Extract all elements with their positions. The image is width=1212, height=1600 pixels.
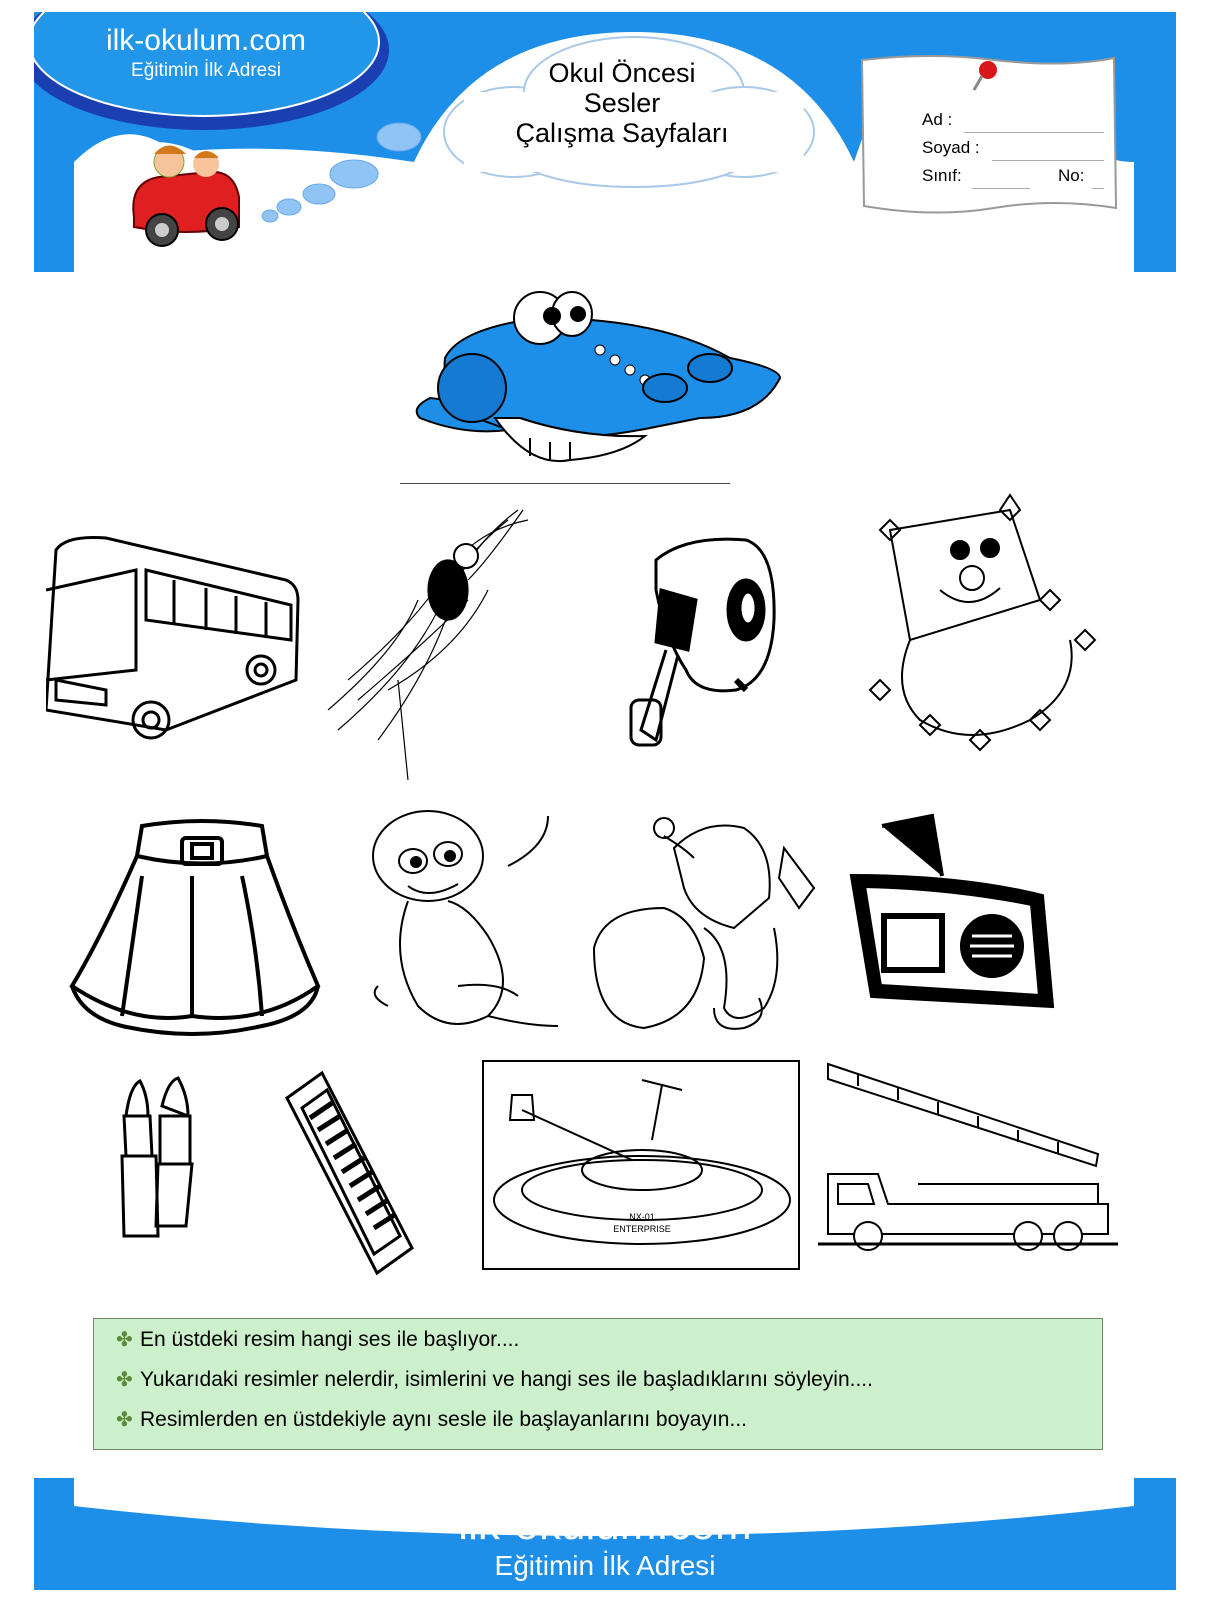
class-label: Sınıf: [922,166,962,185]
clover-bullet-icon: ✤ [116,1369,133,1391]
instruction-item [116,1367,873,1392]
name-label: Ad : [922,110,953,129]
skirt-picture [62,816,328,1042]
site-tagline: Eğitimin İlk Adresi [131,60,281,81]
worksheet-footer [34,1478,1176,1590]
number-field[interactable] [1092,188,1104,189]
title-line-2: Sesler [583,88,661,118]
footer-tagline: Eğitimin İlk Adresi [494,1550,716,1581]
monkey-picture [358,806,562,1050]
name-field[interactable] [964,132,1104,133]
clover-bullet-icon: ✤ [116,1409,133,1431]
title-line-3: Çalışma Sayfaları [515,118,729,148]
kite-picture [850,490,1100,780]
radio-picture [842,806,1062,1012]
instruction-text: En üstdeki resim hangi ses ile başlıyor.... [140,1328,520,1351]
bus-picture [46,530,306,744]
spaceship-name: ENTERPRISE [613,1224,671,1234]
title-line-1: Okul Öncesi [548,58,696,88]
lipsticks-picture [116,1076,198,1244]
instructions-box [93,1318,1103,1450]
class-field[interactable] [972,188,1030,189]
surname-field[interactable] [992,160,1104,161]
swimmer-picture [318,500,548,782]
santa-claus-picture [584,808,820,1034]
spaceship-code: NX-01 [629,1212,655,1222]
airplane-picture [400,288,790,484]
student-info-card [874,60,1122,220]
spaceship-picture [482,1060,800,1270]
clover-bullet-icon: ✤ [116,1329,133,1351]
fire-truck-picture [818,1044,1118,1260]
instruction-item [116,1327,519,1352]
instruction-text: Yukarıdaki resimler nelerdir, isimlerini ve hangi ses ile başladıklarını söyleyin.... [140,1368,873,1391]
instruction-item [116,1407,747,1432]
keyboard-picture [282,1068,416,1280]
surname-label: Soyad : [922,138,980,157]
site-logo-text[interactable]: ilk-okulum.com [105,24,307,57]
worksheet-title [482,58,762,148]
instruction-text: Resimlerden en üstdekiyle aynı sesle ile başlayanlarını boyayın... [140,1408,747,1431]
number-label: No: [1058,166,1085,185]
footer-site-link[interactable]: ilk-okulum.com [458,1500,752,1549]
worksheet-header [34,12,1176,278]
mixer-picture [626,530,786,754]
